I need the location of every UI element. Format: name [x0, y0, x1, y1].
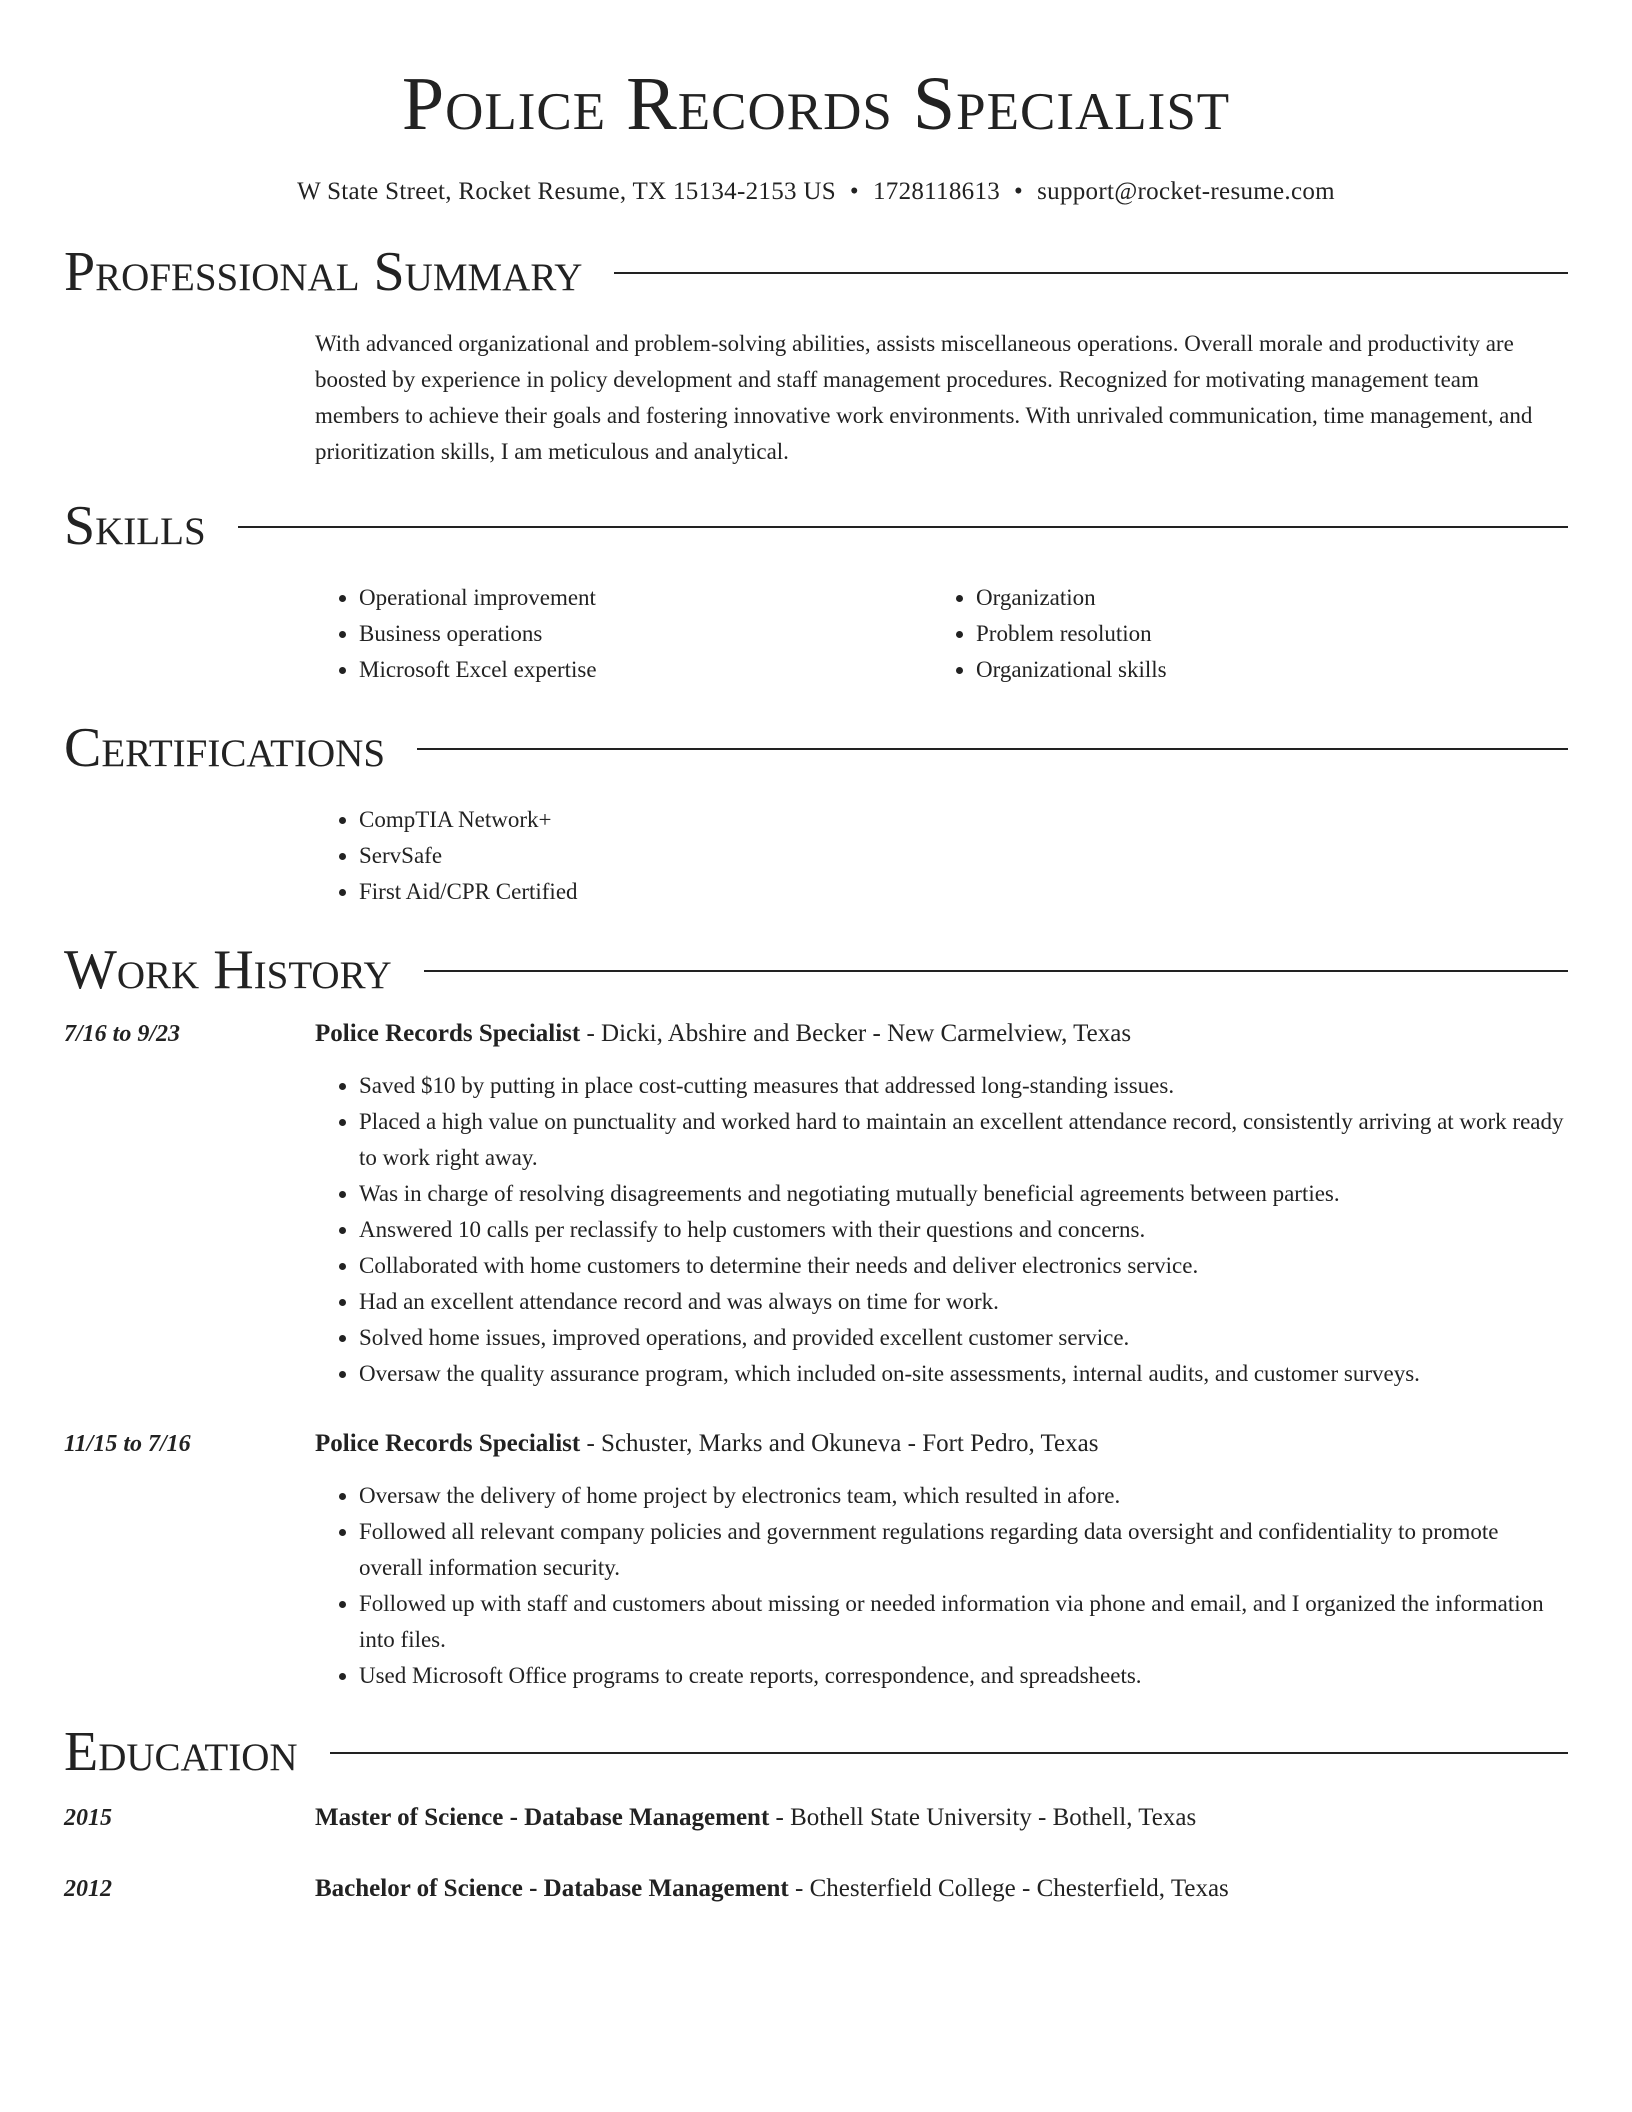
skills-column-right — [932, 580, 1549, 688]
job-header — [64, 1426, 1568, 1462]
certification-item: • CompTIA Network+ — [359, 802, 1568, 838]
education-year: 2015 — [64, 1805, 112, 1831]
job-duty: • Was in charge of resolving disagreements and negotiating mutually beneficial agreements between parties. — [359, 1176, 1568, 1212]
contact-separator: • — [1014, 178, 1024, 205]
skill-item: • Microsoft Excel expertise — [359, 652, 932, 688]
job-dates: 7/16 to 9/23 — [64, 1021, 181, 1047]
section-divider — [614, 272, 1568, 274]
job-duties-list — [315, 1478, 1568, 1694]
job-duty: • Oversaw the delivery of home project by electronics team, which resulted in afore. — [359, 1478, 1568, 1514]
section-divider — [238, 526, 1568, 528]
skill-item: • Business operations — [359, 616, 932, 652]
section-divider — [330, 1752, 1568, 1754]
education-entry — [64, 1800, 1568, 1836]
education-line — [315, 1800, 1196, 1836]
job-duty: • Answered 10 calls per reclassify to help customers with their questions and concerns. — [359, 1212, 1568, 1248]
section-divider — [424, 970, 1568, 972]
work-history-section-header — [64, 940, 1568, 1000]
job-duty: • Saved $10 by putting in place cost-cutting measures that addressed long-standing issues. — [359, 1068, 1568, 1104]
education-line — [315, 1871, 1229, 1907]
job-duty: • Used Microsoft Office programs to create reports, correspondence, and spreadsheets. — [359, 1658, 1568, 1694]
education-degree: Master of Science - Database Management — [315, 1804, 770, 1831]
job-entry — [64, 1016, 1568, 1392]
certification-item: • ServSafe — [359, 838, 1568, 874]
resume-page — [64, 0, 1568, 1907]
skill-item: • Problem resolution — [976, 616, 1549, 652]
job-duty: • Had an excellent attendance record and was always on time for work. — [359, 1284, 1568, 1320]
job-duties — [315, 1478, 1568, 1694]
certifications-bullets — [315, 802, 1568, 910]
skills-heading: Skills — [64, 495, 206, 557]
job-duties-list — [315, 1068, 1568, 1392]
skill-item: • Organizational skills — [976, 652, 1549, 688]
contact-line — [64, 176, 1568, 208]
job-title: Police Records Specialist — [315, 1020, 581, 1047]
skills-list — [315, 580, 1568, 688]
job-title: Police Records Specialist — [315, 1430, 581, 1457]
skill-item: • Operational improvement — [359, 580, 932, 616]
certifications-heading: Certifications — [64, 717, 386, 779]
job-entry — [64, 1426, 1568, 1694]
candidate-name: Police Records Specialist — [401, 62, 1231, 146]
contact-address: W State Street, Rocket Resume, TX 15134-2153 US — [297, 178, 836, 205]
summary-section-header — [64, 242, 1568, 302]
education-entry — [64, 1871, 1568, 1907]
job-employer: - Dicki, Abshire and Becker - New Carmelview, Texas — [580, 1020, 1132, 1047]
job-header — [64, 1016, 1568, 1052]
job-duty: • Oversaw the quality assurance program, which included on-site assessments, internal audits, and customer surveys. — [359, 1356, 1568, 1392]
education-heading: Education — [64, 1721, 298, 1783]
job-duty: • Solved home issues, improved operations, and provided excellent customer service. — [359, 1320, 1568, 1356]
job-dates: 11/15 to 7/16 — [64, 1431, 191, 1457]
contact-phone: 1728118613 — [872, 178, 1001, 205]
contact-separator: • — [849, 178, 859, 205]
job-duty: • Collaborated with home customers to determine their needs and deliver electronics service. — [359, 1248, 1568, 1284]
skills-section-header — [64, 496, 1568, 556]
certifications-section-header — [64, 718, 1568, 778]
job-title-line — [315, 1426, 1098, 1462]
certification-item: • First Aid/CPR Certified — [359, 874, 1568, 910]
skill-item: • Organization — [976, 580, 1549, 616]
summary-heading: Professional Summary — [64, 241, 583, 303]
education-school: - Bothell State University - Bothell, Texas — [769, 1804, 1197, 1831]
work-history-heading: Work History — [64, 939, 392, 1001]
job-title-line — [315, 1016, 1131, 1052]
certifications-list — [315, 802, 1568, 910]
skills-column-left — [315, 580, 932, 688]
contact-email[interactable]: support@rocket-resume.com — [1037, 178, 1335, 205]
education-section-header — [64, 1722, 1568, 1782]
education-degree: Bachelor of Science - Database Management — [315, 1875, 789, 1902]
summary-body — [315, 326, 1568, 470]
job-duties — [315, 1068, 1568, 1392]
job-duty: • Placed a high value on punctuality and worked hard to maintain an excellent attendance record, consistently arriving at work ready to work right away. — [359, 1104, 1568, 1176]
job-duty: • Followed all relevant company policies and government regulations regarding data oversight and confidentiality to promote overall information security. — [359, 1514, 1568, 1586]
job-duty: • Followed up with staff and customers about missing or needed information via phone and email, and I organized the information into files. — [359, 1586, 1568, 1658]
summary-text: With advanced organizational and problem-solving abilities, assists miscellaneous operations. Overall morale and productivity are boosted by experience in policy development and staff management procedures. Recognized for motivating management team members to achieve their goals and fostering innovative work environments. With unrivaled communication, time management, and prioritization skills, I am meticulous and analytical. — [315, 331, 1533, 464]
education-year: 2012 — [64, 1876, 112, 1902]
section-divider — [417, 748, 1568, 750]
job-employer: - Schuster, Marks and Okuneva - Fort Pedro, Texas — [580, 1430, 1099, 1457]
education-school: - Chesterfield College - Chesterfield, Texas — [788, 1875, 1229, 1902]
